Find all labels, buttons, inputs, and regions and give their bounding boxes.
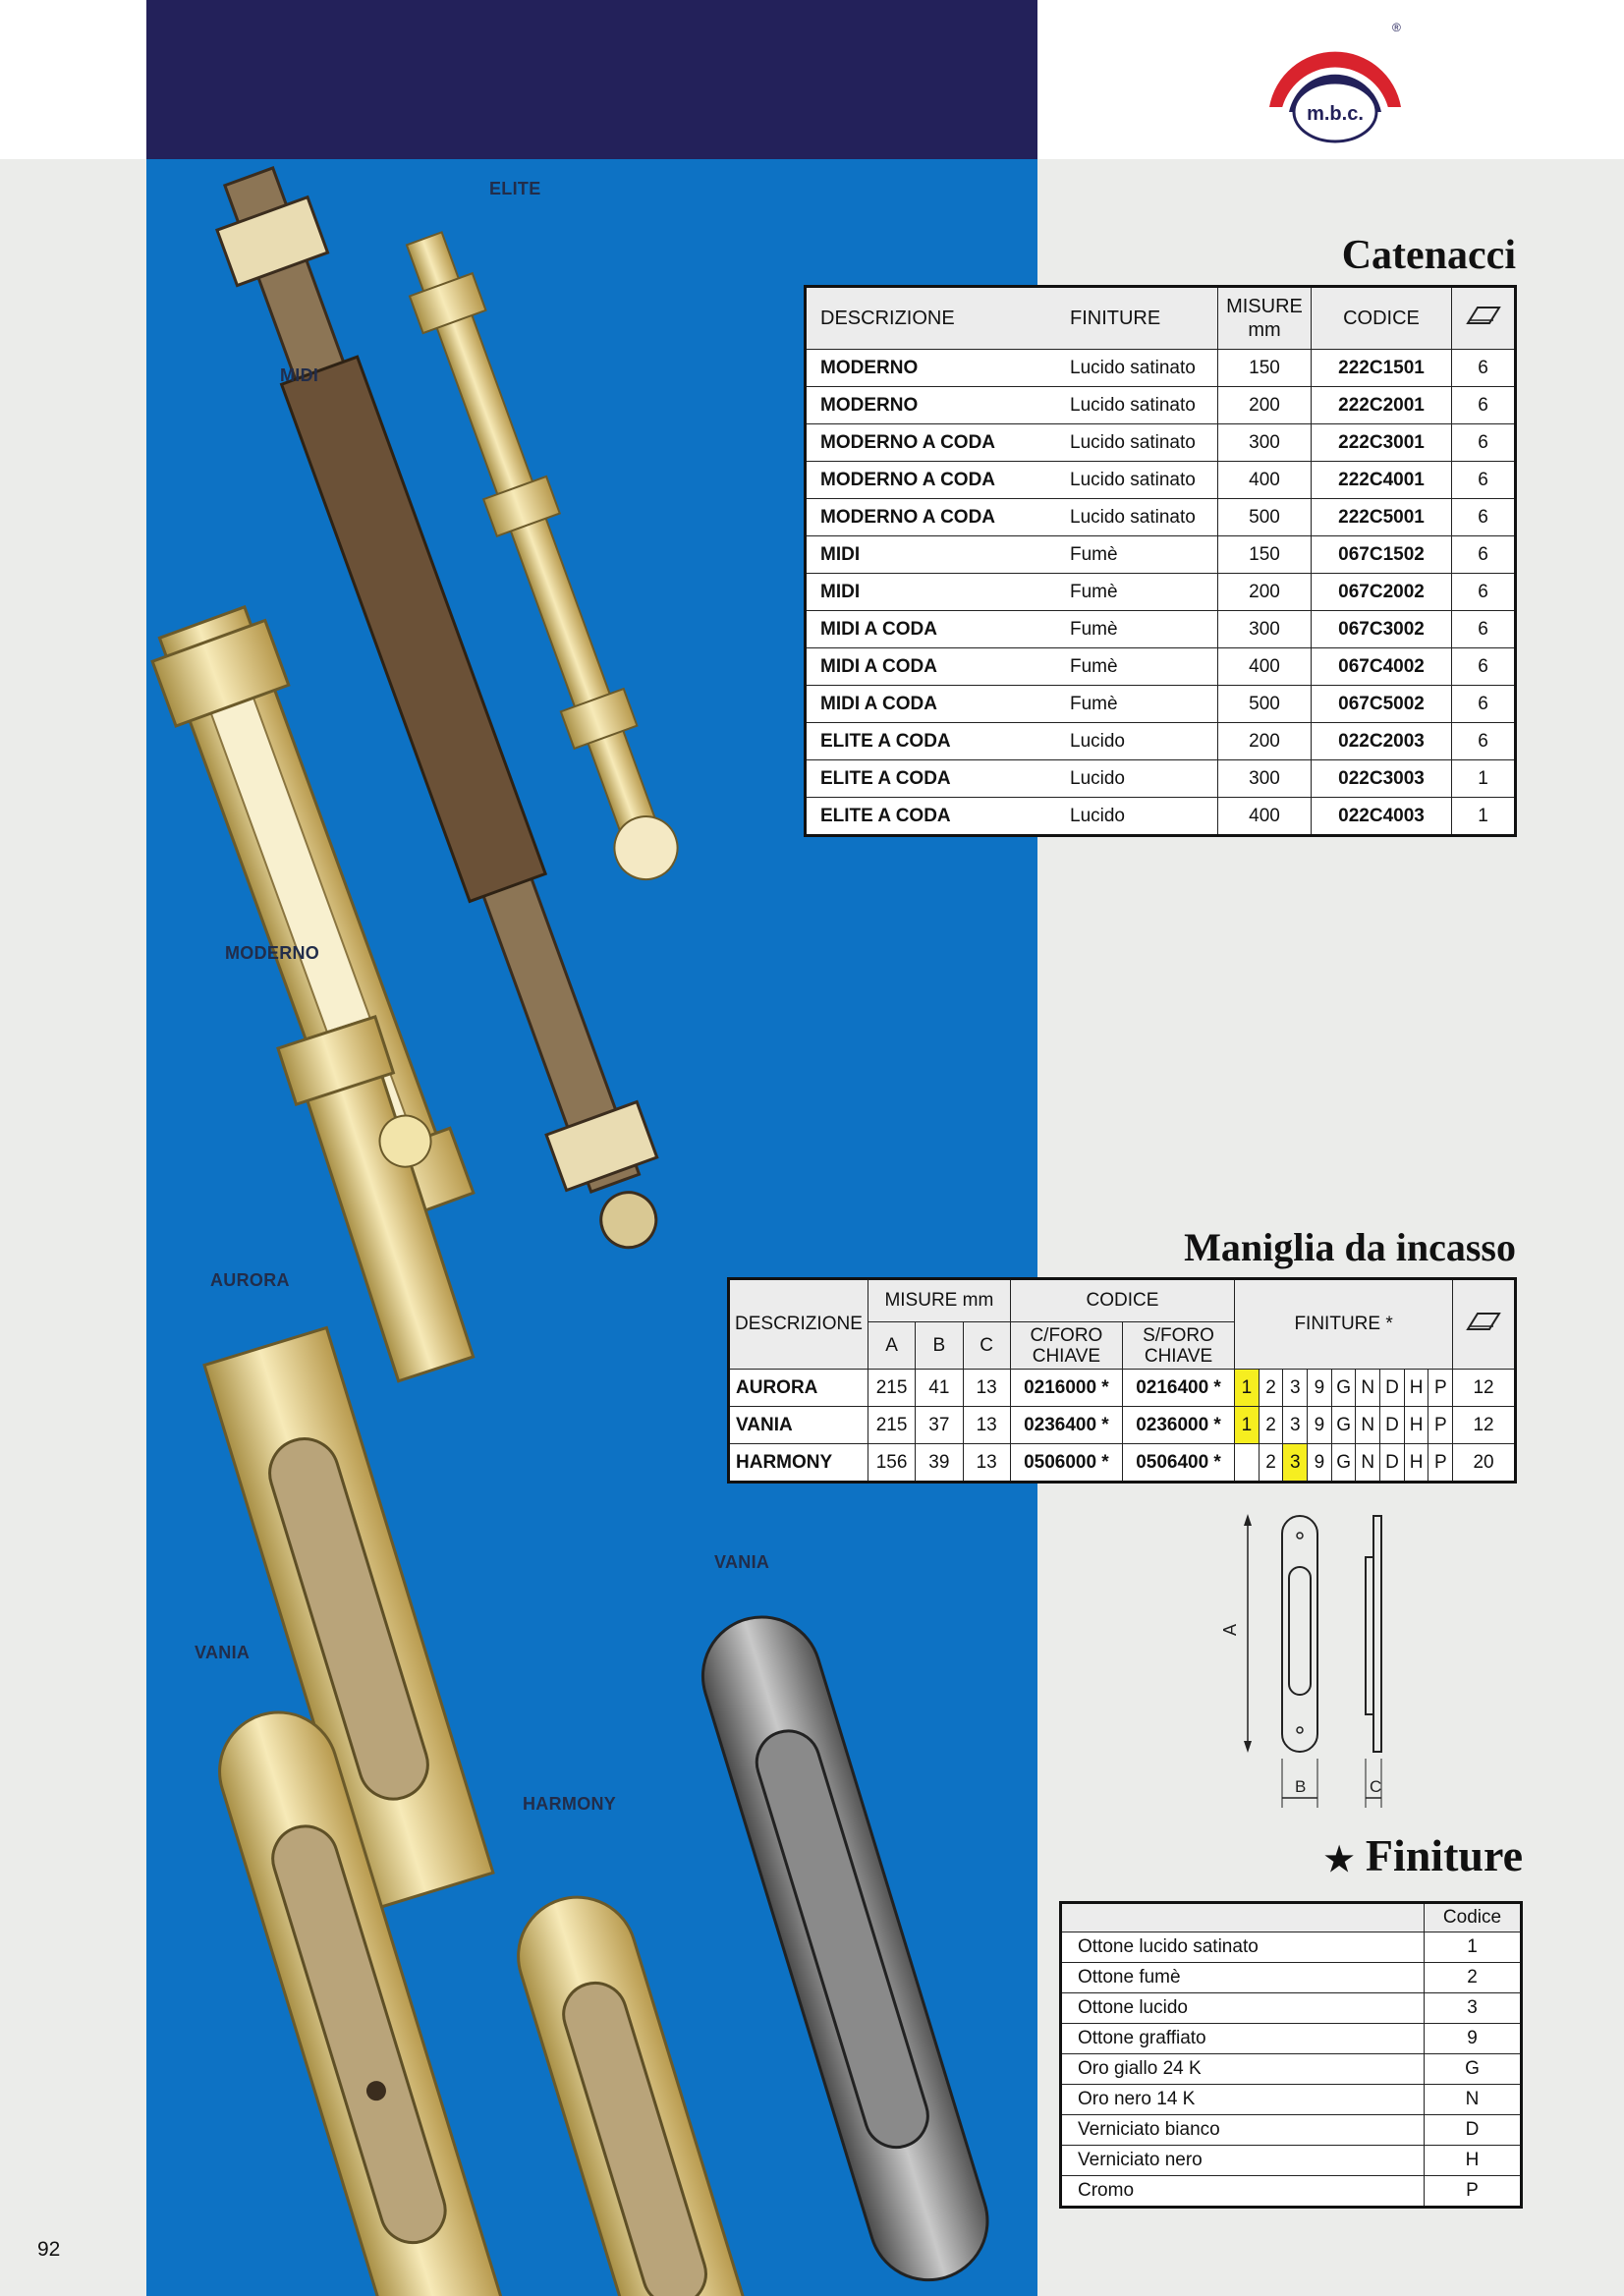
- table-row: [806, 611, 1516, 648]
- cell-finiture: Lucido satinato: [1056, 424, 1218, 462]
- finiture-title: Finiture: [1365, 1830, 1523, 1880]
- dim-label-a: A: [1220, 1623, 1240, 1636]
- header-sforo: [1122, 1322, 1234, 1370]
- cell-finitura: D: [1380, 1370, 1405, 1407]
- cell-pezzi: 12: [1453, 1370, 1516, 1407]
- table-row: [806, 462, 1516, 499]
- cell-finitura: 2: [1259, 1444, 1283, 1483]
- table-row: [806, 648, 1516, 686]
- header-descrizione: DESCRIZIONE: [729, 1279, 868, 1370]
- table-row: [1061, 2024, 1522, 2054]
- header-cforo: [1010, 1322, 1122, 1370]
- cell-codice: 222C5001: [1312, 499, 1452, 536]
- cell-finitura: H: [1404, 1407, 1428, 1444]
- cell-codice: 067C2002: [1312, 574, 1452, 611]
- package-icon: [1464, 304, 1503, 327]
- dim-label-c: C: [1370, 1777, 1382, 1796]
- table-row: [1061, 2176, 1522, 2208]
- cell-sforo: 0506400 *: [1122, 1444, 1234, 1483]
- cell-codice: 9: [1425, 2024, 1522, 2054]
- cell-finitura: 9: [1308, 1407, 1332, 1444]
- cell-codice: 222C2001: [1312, 387, 1452, 424]
- table-row: [806, 424, 1516, 462]
- cell-finiture: Lucido satinato: [1056, 499, 1218, 536]
- header-c: C: [963, 1322, 1010, 1370]
- table-row: [806, 723, 1516, 760]
- cell-nome: Verniciato nero: [1061, 2146, 1425, 2176]
- dim-label-b: B: [1295, 1777, 1307, 1796]
- cell-descrizione: HARMONY: [729, 1444, 868, 1483]
- cell-finitura: D: [1380, 1407, 1405, 1444]
- cell-finitura: 9: [1308, 1444, 1332, 1483]
- cell-misure: 400: [1218, 462, 1312, 499]
- maniglia-header-row-1: [729, 1279, 1516, 1322]
- cell-codice: 2: [1425, 1963, 1522, 1993]
- cell-finitura: 3: [1283, 1370, 1308, 1407]
- header-codice: Codice: [1425, 1903, 1522, 1932]
- cell-codice: G: [1425, 2054, 1522, 2085]
- cell-descrizione: MIDI: [806, 536, 1057, 574]
- header-finiture: FINITURE *: [1235, 1279, 1453, 1370]
- cell-finiture: Lucido: [1056, 760, 1218, 798]
- cell-a: 156: [868, 1444, 915, 1483]
- table-row: [806, 387, 1516, 424]
- label-vania-left: VANIA: [195, 1643, 251, 1662]
- cell-descrizione: MODERNO A CODA: [806, 499, 1057, 536]
- cell-pezzi: 6: [1452, 574, 1516, 611]
- cell-codice: P: [1425, 2176, 1522, 2208]
- cell-finiture: Fumè: [1056, 536, 1218, 574]
- cell-codice: 1: [1425, 1932, 1522, 1963]
- cell-pezzi: 6: [1452, 686, 1516, 723]
- cell-codice: H: [1425, 2146, 1522, 2176]
- header-misure: MISURE mm: [868, 1279, 1010, 1322]
- cell-b: 39: [916, 1444, 963, 1483]
- cell-misure: 300: [1218, 760, 1312, 798]
- header-pack: [1452, 287, 1516, 350]
- cell-misure: 150: [1218, 536, 1312, 574]
- package-icon: [1464, 1310, 1503, 1333]
- cell-b: 37: [916, 1407, 963, 1444]
- table-row: [806, 499, 1516, 536]
- cell-pezzi: 6: [1452, 462, 1516, 499]
- label-aurora: AURORA: [210, 1270, 290, 1290]
- cell-b: 41: [916, 1370, 963, 1407]
- cell-finitura: 3: [1283, 1407, 1308, 1444]
- page-number: 92: [37, 2238, 61, 2261]
- catenacci-title: Catenacci: [1341, 233, 1516, 278]
- header-sforo-line2: CHIAVE: [1144, 1345, 1213, 1367]
- table-row: [806, 798, 1516, 836]
- table-row: [1061, 1932, 1522, 1963]
- cell-codice: 222C3001: [1312, 424, 1452, 462]
- header-blank: [1061, 1903, 1425, 1932]
- finiture-header-row: [1061, 1903, 1522, 1932]
- cell-nome: Ottone fumè: [1061, 1963, 1425, 1993]
- logo-text: m.b.c.: [1307, 103, 1364, 125]
- cell-finiture: Lucido satinato: [1056, 350, 1218, 387]
- table-row: [1061, 2085, 1522, 2115]
- label-midi: MIDI: [280, 365, 319, 385]
- cell-finitura: P: [1428, 1407, 1453, 1444]
- cell-finitura: 9: [1308, 1370, 1332, 1407]
- cell-pezzi: 6: [1452, 350, 1516, 387]
- cell-codice: 3: [1425, 1993, 1522, 2024]
- cell-codice: 067C4002: [1312, 648, 1452, 686]
- label-elite: ELITE: [489, 179, 541, 198]
- cell-sforo: 0216400 *: [1122, 1370, 1234, 1407]
- cell-nome: Ottone graffiato: [1061, 2024, 1425, 2054]
- cell-finitura: G: [1331, 1370, 1356, 1407]
- maniglia-title: Maniglia da incasso: [1184, 1225, 1516, 1269]
- cell-pezzi: 1: [1452, 798, 1516, 836]
- cell-nome: Ottone lucido satinato: [1061, 1932, 1425, 1963]
- cell-pezzi: 6: [1452, 536, 1516, 574]
- cell-nome: Cromo: [1061, 2176, 1425, 2208]
- cell-a: 215: [868, 1407, 915, 1444]
- cell-codice: 222C4001: [1312, 462, 1452, 499]
- cell-c: 13: [963, 1444, 1010, 1483]
- cell-codice: 067C1502: [1312, 536, 1452, 574]
- header-descrizione: DESCRIZIONE: [806, 287, 1057, 350]
- cell-cforo: 0506000 *: [1010, 1444, 1122, 1483]
- table-row: [729, 1444, 1516, 1483]
- cell-finitura: N: [1356, 1370, 1380, 1407]
- cell-descrizione: MODERNO: [806, 350, 1057, 387]
- cell-cforo: 0216000 *: [1010, 1370, 1122, 1407]
- table-row: [729, 1370, 1516, 1407]
- table-row: [1061, 1963, 1522, 1993]
- cell-descrizione: ELITE A CODA: [806, 760, 1057, 798]
- cell-pezzi: 6: [1452, 723, 1516, 760]
- label-moderno: MODERNO: [225, 943, 320, 963]
- cell-misure: 200: [1218, 574, 1312, 611]
- header-misure: [1218, 287, 1312, 350]
- cell-nome: Verniciato bianco: [1061, 2115, 1425, 2146]
- cell-misure: 200: [1218, 387, 1312, 424]
- cell-descrizione: MODERNO A CODA: [806, 424, 1057, 462]
- cell-nome: Oro nero 14 K: [1061, 2085, 1425, 2115]
- cell-finiture: Lucido: [1056, 798, 1218, 836]
- cell-pezzi: 6: [1452, 387, 1516, 424]
- cell-descrizione: MIDI A CODA: [806, 611, 1057, 648]
- harmony-handle: [504, 1882, 766, 2296]
- moderno-bolt-short: [278, 1012, 499, 1384]
- cell-codice: 022C4003: [1312, 798, 1452, 836]
- cell-descrizione: MODERNO: [806, 387, 1057, 424]
- cell-pezzi: 6: [1452, 648, 1516, 686]
- cell-codice: 067C3002: [1312, 611, 1452, 648]
- header-pack: [1453, 1279, 1516, 1370]
- cell-finiture: Fumè: [1056, 611, 1218, 648]
- label-harmony: HARMONY: [523, 1794, 617, 1814]
- navy-header-block: [146, 0, 1037, 159]
- header-cforo-line1: C/FORO: [1030, 1324, 1103, 1346]
- table-row: [806, 574, 1516, 611]
- cell-descrizione: VANIA: [729, 1407, 868, 1444]
- cell-finitura: P: [1428, 1370, 1453, 1407]
- cell-finiture: Fumè: [1056, 574, 1218, 611]
- table-row: [1061, 2054, 1522, 2085]
- cell-pezzi: 1: [1452, 760, 1516, 798]
- mbc-logo: [1260, 14, 1412, 146]
- cell-finitura: D: [1380, 1444, 1405, 1483]
- cell-finitura: H: [1404, 1444, 1428, 1483]
- cell-finitura: N: [1356, 1444, 1380, 1483]
- finiture-title-block: [1324, 1829, 1523, 1881]
- header-misure-line2: mm: [1248, 319, 1281, 341]
- table-row: [1061, 1993, 1522, 2024]
- cell-descrizione: MIDI: [806, 574, 1057, 611]
- cell-misure: 300: [1218, 424, 1312, 462]
- dimension-drawing: [1208, 1508, 1425, 1813]
- cell-codice: D: [1425, 2115, 1522, 2146]
- star-icon: ★: [1323, 1842, 1355, 1878]
- cell-finiture: Lucido satinato: [1056, 462, 1218, 499]
- cell-codice: 067C5002: [1312, 686, 1452, 723]
- cell-finitura: N: [1356, 1407, 1380, 1444]
- cell-pezzi: 6: [1452, 499, 1516, 536]
- cell-finitura: G: [1331, 1407, 1356, 1444]
- cell-finiture: Lucido satinato: [1056, 387, 1218, 424]
- cell-descrizione: ELITE A CODA: [806, 723, 1057, 760]
- cell-finitura: 2: [1259, 1370, 1283, 1407]
- registered-mark: ®: [1392, 21, 1401, 34]
- cell-pezzi: 6: [1452, 424, 1516, 462]
- header-finiture: FINITURE: [1056, 287, 1218, 350]
- cell-codice: 022C2003: [1312, 723, 1452, 760]
- header-codice: CODICE: [1010, 1279, 1234, 1322]
- cell-nome: Ottone lucido: [1061, 1993, 1425, 2024]
- cell-finitura: 1: [1235, 1407, 1260, 1444]
- catenacci-header-row: [806, 287, 1516, 350]
- table-row: [806, 686, 1516, 723]
- cell-descrizione: ELITE A CODA: [806, 798, 1057, 836]
- header-codice: CODICE: [1312, 287, 1452, 350]
- header-cforo-line2: CHIAVE: [1032, 1345, 1101, 1367]
- cell-pezzi: 6: [1452, 611, 1516, 648]
- cell-c: 13: [963, 1370, 1010, 1407]
- table-row: [1061, 2115, 1522, 2146]
- cell-finitura: H: [1404, 1370, 1428, 1407]
- cell-c: 13: [963, 1407, 1010, 1444]
- table-row: [1061, 2146, 1522, 2176]
- cell-misure: 150: [1218, 350, 1312, 387]
- cell-finiture: Fumè: [1056, 648, 1218, 686]
- catenacci-table: [804, 285, 1517, 837]
- cell-sforo: 0236000 *: [1122, 1407, 1234, 1444]
- cell-misure: 300: [1218, 611, 1312, 648]
- cell-finitura: G: [1331, 1444, 1356, 1483]
- vania-handle-right: [689, 1602, 1002, 2294]
- cell-pezzi: 20: [1453, 1444, 1516, 1483]
- cell-finiture: Lucido: [1056, 723, 1218, 760]
- cell-codice: 222C1501: [1312, 350, 1452, 387]
- cell-pezzi: 12: [1453, 1407, 1516, 1444]
- cell-misure: 500: [1218, 686, 1312, 723]
- cell-a: 215: [868, 1370, 915, 1407]
- cell-finiture: Fumè: [1056, 686, 1218, 723]
- cell-descrizione: AURORA: [729, 1370, 868, 1407]
- cell-codice: N: [1425, 2085, 1522, 2115]
- cell-descrizione: MODERNO A CODA: [806, 462, 1057, 499]
- cell-finitura: 3: [1283, 1444, 1308, 1483]
- label-vania-right: VANIA: [714, 1552, 770, 1572]
- cell-finitura: 2: [1259, 1407, 1283, 1444]
- header-a: A: [868, 1322, 915, 1370]
- cell-codice: 022C3003: [1312, 760, 1452, 798]
- cell-nome: Oro giallo 24 K: [1061, 2054, 1425, 2085]
- cell-misure: 400: [1218, 798, 1312, 836]
- cell-descrizione: MIDI A CODA: [806, 648, 1057, 686]
- finiture-table: [1059, 1901, 1523, 2209]
- header-misure-line1: MISURE: [1226, 296, 1303, 317]
- table-row: [729, 1407, 1516, 1444]
- cell-misure: 200: [1218, 723, 1312, 760]
- header-b: B: [916, 1322, 963, 1370]
- cell-finitura: [1235, 1444, 1260, 1483]
- cell-finitura: 1: [1235, 1370, 1260, 1407]
- cell-misure: 400: [1218, 648, 1312, 686]
- header-sforo-line1: S/FORO: [1143, 1324, 1214, 1346]
- cell-finitura: P: [1428, 1444, 1453, 1483]
- cell-misure: 500: [1218, 499, 1312, 536]
- table-row: [806, 760, 1516, 798]
- table-row: [806, 536, 1516, 574]
- maniglia-table: [727, 1277, 1517, 1484]
- cell-cforo: 0236400 *: [1010, 1407, 1122, 1444]
- cell-descrizione: MIDI A CODA: [806, 686, 1057, 723]
- table-row: [806, 350, 1516, 387]
